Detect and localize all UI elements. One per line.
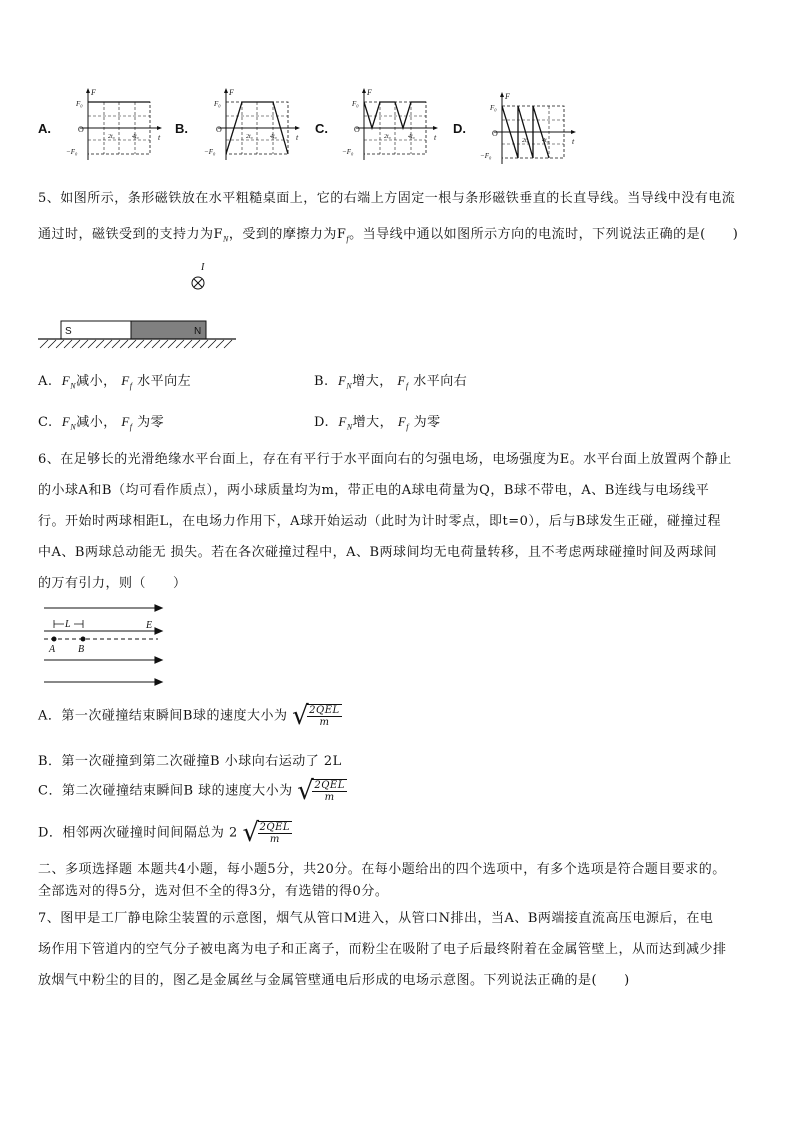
q5-option-c[interactable]: C. $F_N$减小， $F_f$ 为零 xyxy=(38,414,165,432)
svg-text:−F₀: −F₀ xyxy=(66,148,78,156)
q6-option-a[interactable]: A．第一次碰撞结束瞬间B球的速度大小为 √ $\frac{\text{2QEL}}{m}$ xyxy=(38,701,340,731)
axis-f-label: F xyxy=(91,88,96,97)
svg-text:4t₀: 4t₀ xyxy=(270,134,277,140)
svg-text:O: O xyxy=(216,125,222,134)
q5-option-a[interactable]: A. $F_N$减小， $F_f$ 水平向左 xyxy=(38,373,192,391)
q4-option-c-label[interactable]: C. xyxy=(315,121,328,136)
q7-stem-line2: 场作用下管道内的空气分子被电离为电子和正离子，而粉尘在吸附了电子后最终附着在金属管壁上，从而达到减少排 xyxy=(38,942,727,957)
q4-option-d-label[interactable]: D. xyxy=(453,121,466,136)
sqrt-expression: √ $\frac{\text{2QEL}}{m}$ xyxy=(292,701,340,731)
svg-text:O: O xyxy=(78,125,84,134)
q4-graph-c xyxy=(334,86,444,164)
svg-text:t: t xyxy=(572,137,575,146)
q6-option-b[interactable]: B．第一次碰撞到第二次碰撞B 小球向右运动了 2L xyxy=(38,754,342,769)
svg-text:4t₀: 4t₀ xyxy=(132,134,139,140)
svg-text:2t₀: 2t₀ xyxy=(384,134,391,140)
pole-s-label: S xyxy=(65,326,72,337)
ball-b xyxy=(81,637,86,642)
q4-option-b-label[interactable]: B. xyxy=(175,121,188,136)
q6-stem-line3: 行。开始时两球相距L，在电场力作用下，A球开始运动（此时为计时零点，即t=0），后与B球发生正碰，碰撞过程 xyxy=(38,514,721,529)
q4-graph-d xyxy=(472,90,582,168)
svg-text:−F₀: −F₀ xyxy=(480,152,492,160)
q7-stem-line3: 放烟气中粉尘的目的，图乙是金属丝与金属管壁通电后形成的电场示意图。下列说法正确的是( ) xyxy=(38,973,630,988)
svg-text:4t₀: 4t₀ xyxy=(542,138,549,144)
q5-magnet-figure xyxy=(36,258,246,350)
q6-option-d[interactable]: D．相邻两次碰撞时间间隔总为 2 √ $\frac{\text{2QEL}}{m}$ xyxy=(38,818,291,848)
ball-a-label: A xyxy=(49,644,56,655)
section2-header-line1: 二、多项选择题 本题共4小题，每小题5分，共20分。在每小题给出的四个选项中，有多个选项是符合题目要求的。 xyxy=(38,862,726,877)
svg-text:t: t xyxy=(296,133,299,142)
svg-text:4t₀: 4t₀ xyxy=(408,134,415,140)
q5-stem-line2: 通过时，磁铁受到的支持力为$F_N$，受到的摩擦力为$F_f$。当导线中通以如图所示方向的电流时，下列说法正确的是( ) xyxy=(38,227,739,244)
q5-option-d[interactable]: D. $F_N$增大， $F_f$ 为零 xyxy=(314,414,441,432)
q6-field-figure xyxy=(40,598,170,690)
svg-text:O: O xyxy=(354,125,360,134)
table-hatching xyxy=(40,340,232,348)
svg-text:t: t xyxy=(434,133,437,142)
svg-text:−F₀: −F₀ xyxy=(342,148,354,156)
section2-header-line2: 全部选对的得5分，选对但不全的得3分，有选错的得0分。 xyxy=(38,884,389,899)
svg-text:2t₀: 2t₀ xyxy=(246,134,253,140)
q6-stem-line2: 的小球A和B（均可看作质点），两小球质量均为m，带正电的A球电荷量为Q，B球不带电，A、B连线与电场线平 xyxy=(38,483,710,498)
svg-text:t: t xyxy=(158,133,161,142)
svg-text:2t₀: 2t₀ xyxy=(522,138,529,144)
q4-option-a-label[interactable]: A. xyxy=(38,121,51,136)
sqrt-expression: √ $\frac{\text{2QEL}}{m}$ xyxy=(242,818,291,848)
q4-graph-b xyxy=(196,86,306,164)
svg-text:O: O xyxy=(492,129,498,138)
svg-text:F: F xyxy=(367,88,372,97)
svg-text:−F₀: −F₀ xyxy=(204,148,216,156)
pole-n-label: N xyxy=(194,326,202,337)
distance-label: L xyxy=(65,619,71,630)
q4-graph-a xyxy=(58,86,168,164)
q5-stem-line1: 5、如图所示，条形磁铁放在水平粗糙桌面上，它的右端上方固定一根与条形磁铁垂直的长直导线。当导线中没有电流 xyxy=(38,191,736,206)
svg-text:F₀: F₀ xyxy=(76,100,83,108)
svg-text:F: F xyxy=(229,88,234,97)
svg-text:2t₀: 2t₀ xyxy=(108,134,115,140)
field-label: E xyxy=(146,620,153,631)
current-label: I xyxy=(201,262,205,273)
q6-option-c[interactable]: C．第二次碰撞结束瞬间B 球的速度大小为 √ $\frac{\text{2QEL}}{m}$ xyxy=(38,776,345,806)
q6-stem-line4: 中A、B两球总动能无 损失。若在各次碰撞过程中，A、B两球间均无电荷量转移，且不考虑两球碰撞时间及两球间 xyxy=(38,545,718,560)
q7-stem-line1: 7、图甲是工厂静电除尘装置的示意图，烟气从管口M进入，从管口N排出，当A、B两端接直流高压电源后，在电 xyxy=(38,911,714,926)
q6-stem-line5: 的万有引力，则（ ） xyxy=(38,576,187,591)
svg-text:F₀: F₀ xyxy=(214,100,221,108)
q5-option-b[interactable]: B. $F_N$增大， $F_f$ 水平向右 xyxy=(314,373,468,391)
ball-b-label: B xyxy=(78,644,85,655)
svg-text:F₀: F₀ xyxy=(490,104,497,112)
svg-text:F: F xyxy=(505,92,510,101)
ball-a xyxy=(52,637,57,642)
q6-stem-line1: 6、在足够长的光滑绝缘水平台面上，存在有平行于水平面向右的匀强电场，电场强度为E。水平台面上放置两个静止 xyxy=(38,452,732,467)
svg-text:F₀: F₀ xyxy=(352,100,359,108)
sqrt-expression: √ $\frac{\text{2QEL}}{m}$ xyxy=(297,776,345,806)
